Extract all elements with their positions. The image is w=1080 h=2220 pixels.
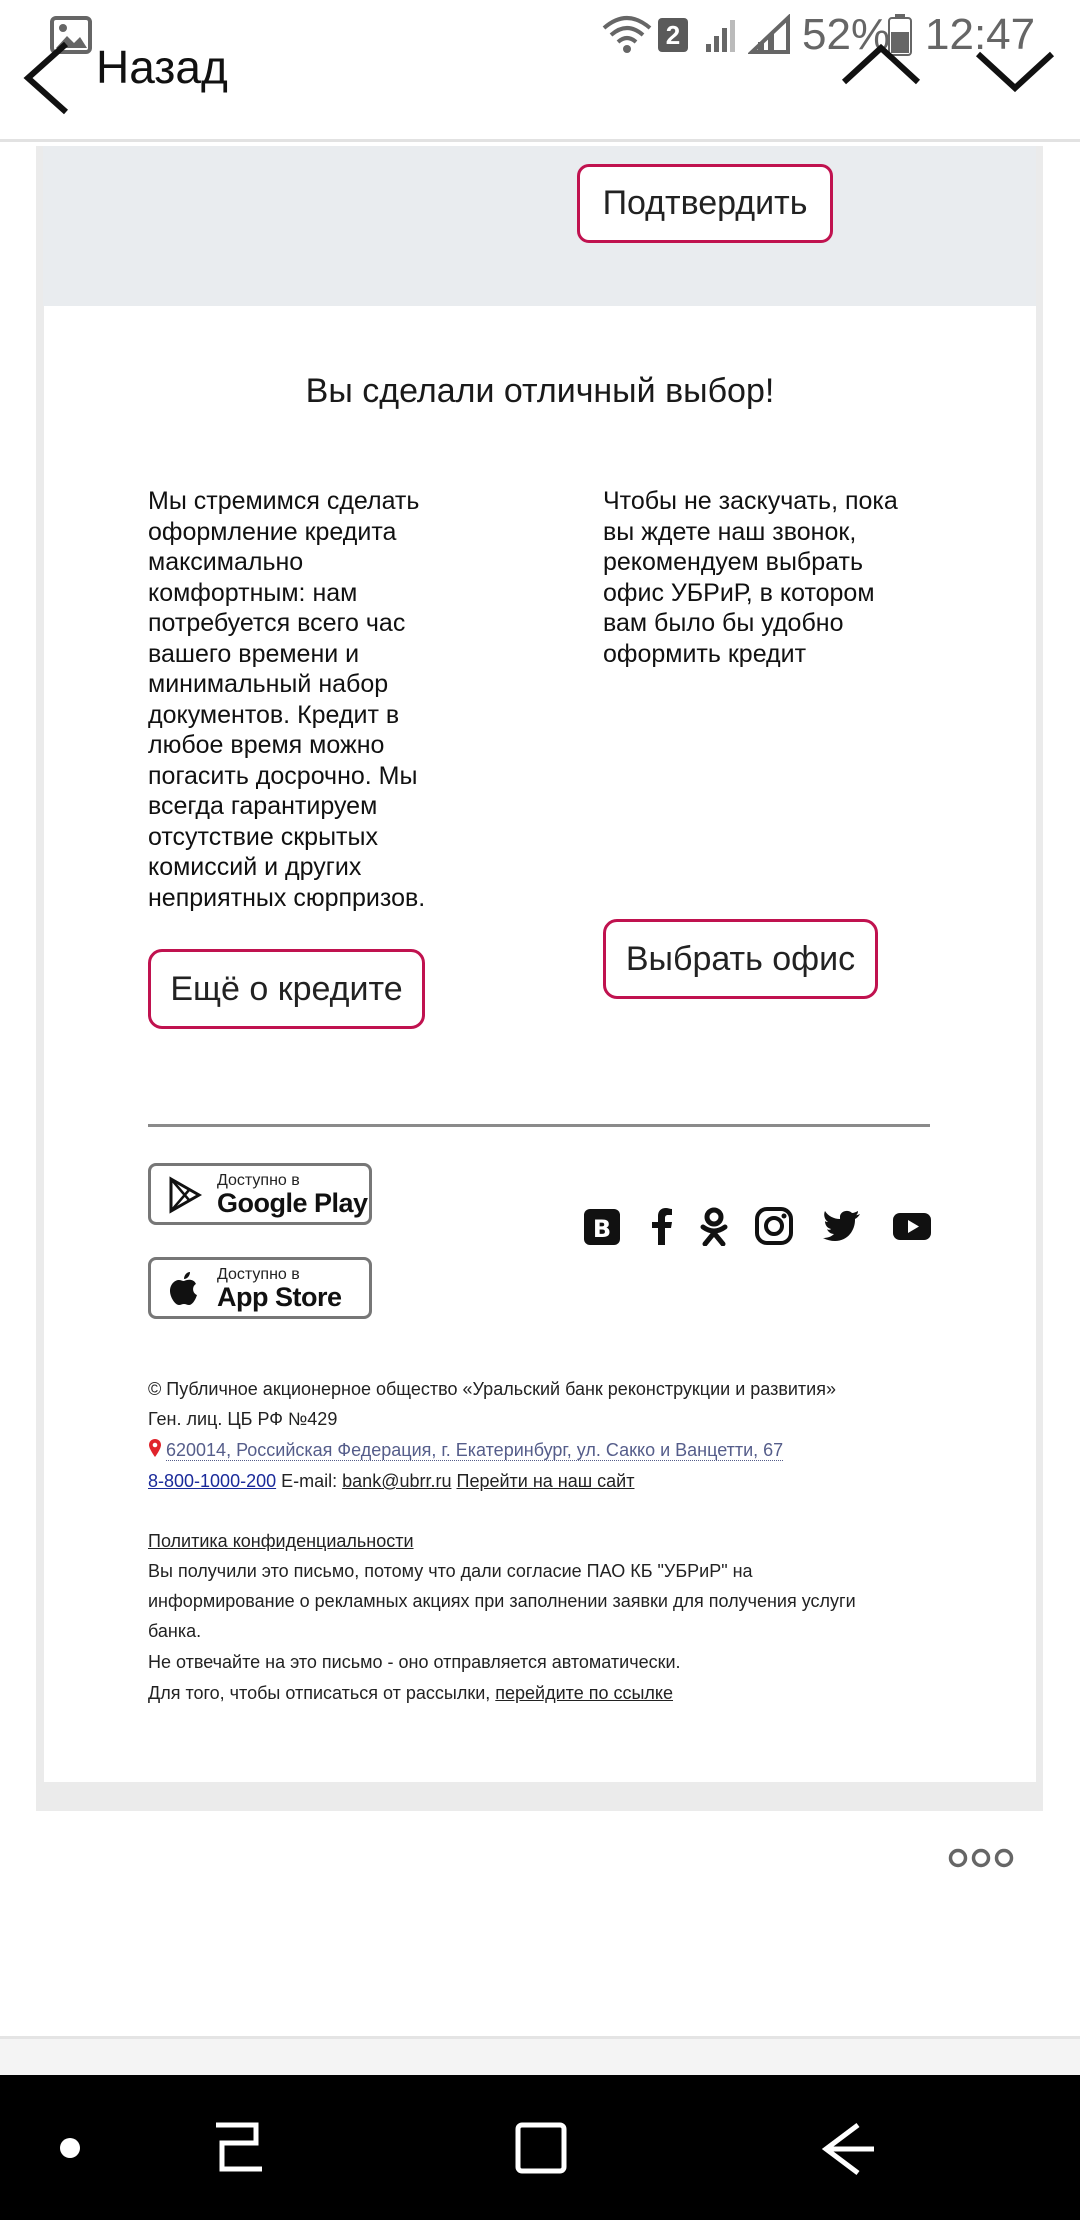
confirm-button[interactable]: Подтвердить: [577, 164, 833, 243]
youtube-icon[interactable]: [892, 1206, 932, 1246]
license-text: Ген. лиц. ЦБ РФ №429: [148, 1409, 338, 1429]
email-heading: Вы сделали отличный выбор!: [305, 372, 775, 410]
facebook-icon[interactable]: [642, 1206, 682, 1246]
home-icon[interactable]: [512, 2119, 572, 2179]
back-button[interactable]: Назад: [96, 41, 228, 93]
more-about-credit-button[interactable]: Ещё о кредите: [148, 949, 425, 1029]
google-play-label: Google Play: [217, 1188, 368, 1218]
signal-secondary-icon: [748, 14, 792, 56]
google-play-icon: [165, 1176, 203, 1214]
unsubscribe-text: Для того, чтобы отписаться от рассылки,: [148, 1683, 491, 1703]
signal-icon: [704, 16, 740, 54]
site-link[interactable]: Перейти на наш сайт: [456, 1471, 635, 1491]
system-navigation-bar: [0, 2075, 1080, 2220]
more-options-icon[interactable]: [946, 1846, 1016, 1870]
instagram-icon[interactable]: [754, 1206, 794, 1246]
address-text[interactable]: 620014, Российская Федерация, г. Екатеринбург, ул. Сакко и Ванцетти, 67: [166, 1440, 784, 1460]
office-description: Чтобы не заскучать, пока вы ждете наш звонок, рекомендуем выбрать офис УБРиР, в котором вам было бы удобно оформить кредит: [603, 487, 898, 668]
nav-dot-indicator: [60, 2138, 80, 2158]
wifi-icon: [600, 14, 654, 56]
email-link[interactable]: bank@ubrr.ru: [342, 1471, 452, 1491]
google-play-badge[interactable]: [148, 1163, 372, 1225]
clock: 12:47: [925, 10, 1036, 59]
next-message-icon[interactable]: [970, 46, 1060, 106]
privacy-policy-link[interactable]: Политика конфиденциальности: [148, 1531, 414, 1551]
email-card: [44, 306, 1036, 1782]
contacts-line: [148, 1466, 948, 1496]
choose-office-button[interactable]: Выбрать офис: [603, 919, 878, 999]
apple-icon: [165, 1270, 203, 1308]
address-link[interactable]: [148, 1435, 948, 1465]
copyright-text: © Публичное акционерное общество «Уральский банк реконструкции и развития»: [148, 1379, 836, 1399]
twitter-icon[interactable]: [822, 1206, 862, 1246]
credit-description: Мы стремимся сделать оформление кредита максимально комфортным: нам потребуется всего час вашего времени и минимальный набор документов. Кредит в любое время можно погасить досрочно. Мы всегда гарантируем отсутствие скрытых комиссий и других неприятных сюрпризов.: [148, 487, 426, 912]
sim-badge: 2: [658, 18, 688, 52]
consent-text: Вы получили это письмо, потому что дали согласие ПАО КБ "УБРиР" на информирование о рекламных акциях при заполнении заявки для получения услуги банка.: [148, 1561, 856, 1641]
google-play-caption: Доступно в: [217, 1172, 300, 1189]
top-app-bar: [0, 0, 1080, 142]
location-pin-icon: [148, 1438, 162, 1458]
unsubscribe-link[interactable]: перейдите по ссылке: [495, 1683, 674, 1703]
privacy-policy-link-wrap: [148, 1526, 948, 1556]
back-arrow-icon[interactable]: [20, 36, 90, 116]
no-reply-notice: Не отвечайте на это письмо - оно отправляется автоматически.: [148, 1652, 681, 1672]
odnoklassniki-icon[interactable]: [694, 1206, 734, 1246]
recents-icon[interactable]: [210, 2119, 270, 2179]
battery-percent: 52%: [802, 10, 891, 59]
email-body: [36, 146, 1043, 1811]
previous-message-icon[interactable]: [836, 40, 926, 100]
vk-icon[interactable]: [582, 1206, 622, 1246]
email-label: E-mail:: [281, 1471, 338, 1491]
app-store-caption: Доступно в: [217, 1266, 300, 1283]
app-store-badge[interactable]: [148, 1257, 372, 1319]
app-store-label: App Store: [217, 1282, 342, 1312]
divider: [148, 1124, 930, 1127]
unsubscribe-line: [148, 1678, 948, 1708]
phone-link[interactable]: 8-800-1000-200: [148, 1471, 277, 1491]
confirm-band: [43, 146, 1036, 306]
bottom-strip: [0, 2039, 1080, 2075]
back-icon[interactable]: [818, 2119, 878, 2179]
svg-text:B: B: [592, 1215, 612, 1243]
